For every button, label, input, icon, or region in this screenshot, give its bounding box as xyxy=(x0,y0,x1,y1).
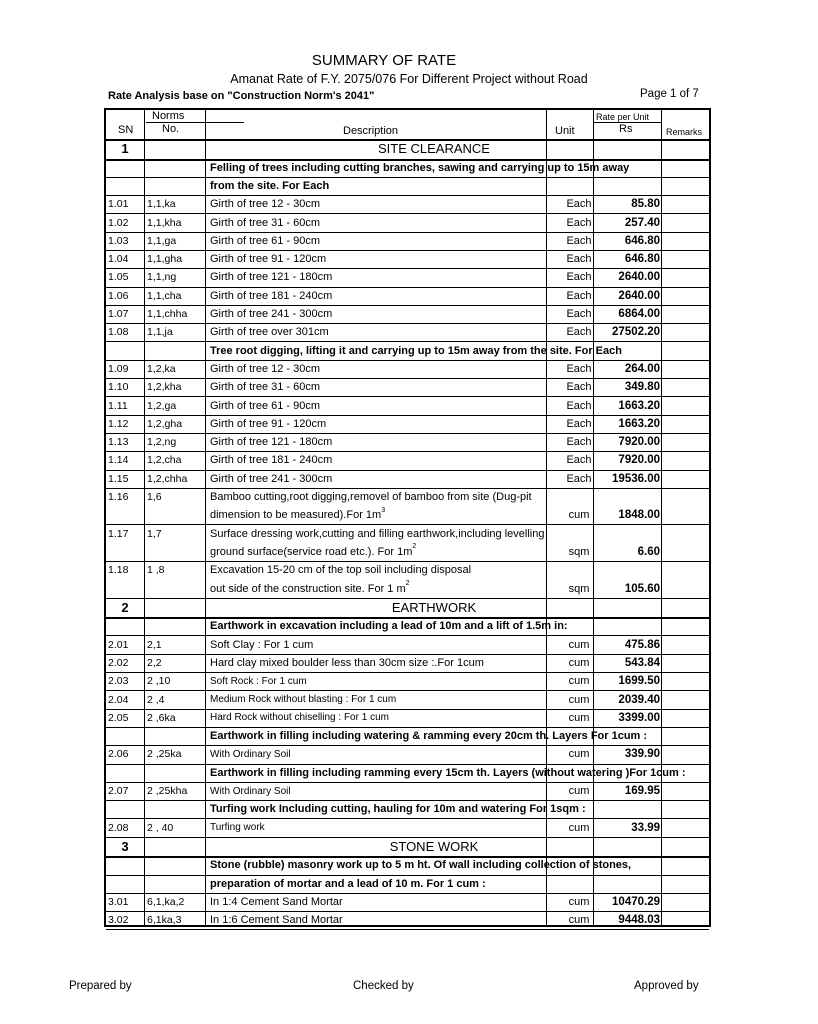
item-unit: Each xyxy=(566,253,592,266)
divider xyxy=(205,110,206,925)
item-sn: 1.11 xyxy=(108,399,128,412)
item-unit: cum xyxy=(568,914,590,927)
item-description-text: Girth of tree 61 - 90cm xyxy=(210,234,321,247)
item-unit: Each xyxy=(566,234,592,247)
item-sn: 2.01 xyxy=(108,638,129,651)
group-description: Turfing work Including cutting, hauling for 10m and watering For 1sqm : xyxy=(210,803,586,816)
item-description xyxy=(210,360,546,378)
group-heading-row xyxy=(106,856,709,875)
item-rate: 257.40 xyxy=(624,216,660,229)
item-rate: 19536.00 xyxy=(612,472,660,485)
item-rate: 27502.20 xyxy=(612,326,660,339)
unit-exponent: 3 xyxy=(381,506,386,514)
table-row xyxy=(106,250,709,269)
item-sn: 1.15 xyxy=(108,472,129,485)
table-row xyxy=(106,433,709,452)
item-norms-no xyxy=(147,579,205,597)
item-description-text: Excavation 15-20 cm of the top soil including disposal xyxy=(210,564,472,577)
item-rate: 2640.00 xyxy=(618,289,660,302)
item-rate xyxy=(612,525,660,543)
item-unit: cum xyxy=(568,656,590,669)
item-norms-no: 6,1,ka,2 xyxy=(147,896,185,909)
item-description xyxy=(210,415,546,433)
item-norms-no: 1,1,ja xyxy=(147,326,173,339)
item-description-text: Girth of tree 181 - 240cm xyxy=(210,454,333,467)
table-row xyxy=(106,195,709,214)
item-norms-no: 2,1 xyxy=(147,638,162,651)
item-sn: 2.08 xyxy=(108,821,129,834)
item-rate: 169.95 xyxy=(624,785,660,798)
item-sn: 1.03 xyxy=(108,234,129,247)
item-norms-no: 2 , 40 xyxy=(147,821,174,834)
item-rate: 6.60 xyxy=(637,545,660,558)
section-title: SITE CLEARANCE xyxy=(378,141,490,157)
divider xyxy=(144,110,145,925)
item-rate: 10470.29 xyxy=(612,896,660,909)
group-description: from the site. For Each xyxy=(210,179,330,192)
item-description-text: Girth of tree 121 - 180cm xyxy=(210,436,333,449)
item-description-text: Girth of tree 91 - 120cm xyxy=(210,253,327,266)
table-row xyxy=(106,451,709,470)
table-row xyxy=(106,488,709,506)
item-norms-no: 1,6 xyxy=(147,491,162,504)
item-description xyxy=(210,782,546,800)
item-description xyxy=(210,488,546,506)
item-description xyxy=(210,250,546,268)
item-description-text: Girth of tree 91 - 120cm xyxy=(210,417,327,430)
group-description: Earthwork in filling including watering & ramming every 20cm th. Layers For 1cum : xyxy=(210,730,648,743)
item-norms-no: 1,2,ng xyxy=(147,436,177,449)
col-header-description: Description xyxy=(343,125,399,137)
item-unit: cum xyxy=(568,693,590,706)
item-description-text: Girth of tree 12 - 30cm xyxy=(210,362,321,375)
item-norms-no: 1,2,ga xyxy=(147,399,177,412)
section-number: 2 xyxy=(121,599,129,615)
item-rate: 6864.00 xyxy=(618,308,660,321)
item-description xyxy=(210,709,546,727)
item-description xyxy=(210,433,546,451)
item-description-text: Girth of tree 12 - 30cm xyxy=(210,198,321,211)
table-row xyxy=(106,525,709,543)
item-norms-no: 1,2,ka xyxy=(147,362,176,375)
item-norms-no: 2,2 xyxy=(147,656,162,669)
item-description-text: Hard Rock without chiselling : For 1 cum xyxy=(210,712,389,724)
item-sn: 1.18 xyxy=(108,564,129,577)
item-sn xyxy=(108,543,146,561)
item-norms-no: 1,1,ng xyxy=(147,271,177,284)
item-description-text: Girth of tree over 301cm xyxy=(210,326,329,339)
item-rate: 3399.00 xyxy=(618,711,660,724)
table-row xyxy=(106,745,709,764)
item-description-text: Soft Clay : For 1 cum xyxy=(210,638,314,651)
group-heading-row xyxy=(106,159,709,178)
item-unit: Each xyxy=(566,308,592,321)
checked-by-label: Checked by xyxy=(353,980,414,992)
table-row xyxy=(106,360,709,379)
unit-exponent: 2 xyxy=(412,543,417,551)
table-row xyxy=(106,893,709,912)
item-description xyxy=(210,506,546,524)
table-row xyxy=(106,213,709,232)
item-unit: cum xyxy=(568,821,590,834)
table-row xyxy=(106,579,709,598)
item-sn: 2.04 xyxy=(108,693,129,706)
table-row xyxy=(106,561,709,579)
item-rate: 7920.00 xyxy=(618,436,660,449)
item-description xyxy=(210,543,546,561)
item-description xyxy=(210,287,546,305)
item-description xyxy=(210,654,546,672)
item-unit: Each xyxy=(566,326,592,339)
table-row xyxy=(106,268,709,287)
group-heading-row xyxy=(106,800,709,819)
page-subtitle: Amanat Rate of F.Y. 2075/076 For Different Project without Road xyxy=(230,72,588,86)
item-rate: 1699.50 xyxy=(618,675,660,688)
item-norms-no: 2 ,10 xyxy=(147,675,171,688)
item-unit: Each xyxy=(566,454,592,467)
table-row xyxy=(106,287,709,306)
item-rate: 2640.00 xyxy=(618,271,660,284)
group-heading-row xyxy=(106,875,709,894)
table-row xyxy=(106,654,709,673)
divider xyxy=(661,110,662,925)
item-description xyxy=(210,396,546,414)
table-row xyxy=(106,506,709,525)
item-rate: 9448.03 xyxy=(618,914,660,927)
approved-by-label: Approved by xyxy=(634,980,699,992)
col-header-rate-per-unit: Rate per Unit xyxy=(596,112,650,122)
item-sn: 1.16 xyxy=(108,491,129,504)
item-description-text: Surface dressing work,cutting and filling earthwork,including levelling xyxy=(210,527,545,540)
item-description-text: ground surface(service road etc.). For 1m xyxy=(210,545,413,558)
table-row xyxy=(106,305,709,324)
item-unit: cum xyxy=(568,748,590,761)
table-row xyxy=(106,396,709,415)
item-norms-no: 2 ,4 xyxy=(147,693,165,706)
section-title: EARTHWORK xyxy=(391,599,477,615)
table-row xyxy=(106,415,709,434)
item-description xyxy=(210,819,546,837)
table-row xyxy=(106,782,709,801)
item-description xyxy=(210,579,546,597)
item-description-text: Girth of tree 241 - 300cm xyxy=(210,472,333,485)
item-norms-no: 1,2,chha xyxy=(147,472,188,485)
item-unit: Each xyxy=(566,216,592,229)
item-unit: Each xyxy=(566,271,592,284)
item-description xyxy=(210,745,546,763)
item-description-text: out side of the construction site. For 1 m xyxy=(210,582,406,595)
group-description: Felling of trees including cutting branches, sawing and carrying up to 15m away xyxy=(210,161,630,174)
divider xyxy=(593,110,594,925)
section-title: STONE WORK xyxy=(389,839,479,855)
item-description-text: In 1:6 Cement Sand Mortar xyxy=(210,914,343,927)
page-number: Page 1 of 7 xyxy=(640,88,699,100)
item-sn: 1.02 xyxy=(108,216,129,229)
table-row xyxy=(106,232,709,251)
table-row xyxy=(106,709,709,728)
item-rate: 349.80 xyxy=(624,381,660,394)
table-row xyxy=(106,636,709,655)
item-description xyxy=(210,451,546,469)
item-norms-no: 6,1ka,3 xyxy=(147,914,182,927)
item-unit xyxy=(546,561,612,579)
item-sn: 3.02 xyxy=(108,914,129,927)
item-description-text: Medium Rock without blasting : For 1 cum xyxy=(210,694,397,706)
item-sn: 2.03 xyxy=(108,675,129,688)
item-sn: 1.10 xyxy=(108,381,129,394)
item-norms-no: 1,7 xyxy=(147,527,162,540)
group-description: Stone (rubble) masonry work up to 5 m ht. Of wall including collection of stones, xyxy=(210,859,632,872)
item-rate: 85.80 xyxy=(631,198,660,211)
item-unit: sqm xyxy=(568,582,590,595)
item-sn: 2.06 xyxy=(108,748,129,761)
section-number: 3 xyxy=(121,839,129,855)
table-row xyxy=(106,323,709,342)
item-description xyxy=(210,636,546,654)
item-rate: 1663.20 xyxy=(618,417,660,430)
col-header-remarks: Remarks xyxy=(666,127,703,137)
item-norms-no xyxy=(147,506,205,524)
item-sn xyxy=(108,506,146,524)
group-description: preparation of mortar and a lead of 10 m. For 1 cum : xyxy=(210,877,486,890)
item-description xyxy=(210,323,546,341)
item-sn: 3.01 xyxy=(108,896,129,909)
col-header-rs: Rs xyxy=(619,123,633,135)
col-header-unit: Unit xyxy=(555,125,575,137)
table-row xyxy=(106,543,709,562)
item-description-text: With Ordinary Soil xyxy=(210,785,291,797)
item-unit: Each xyxy=(566,362,592,375)
item-norms-no: 1,1,kha xyxy=(147,216,182,229)
item-sn: 1.08 xyxy=(108,326,129,339)
section-header xyxy=(106,598,709,620)
item-sn: 1.04 xyxy=(108,253,129,266)
group-heading-row xyxy=(106,764,709,783)
item-description xyxy=(210,525,546,543)
item-sn: 1.14 xyxy=(108,454,129,467)
item-unit: cum xyxy=(568,675,590,688)
col-header-no: No. xyxy=(162,123,180,135)
prepared-by-label: Prepared by xyxy=(69,980,132,992)
item-sn: 1.12 xyxy=(108,417,129,430)
item-unit xyxy=(546,488,612,506)
item-description-text: With Ordinary Soil xyxy=(210,748,291,760)
item-description xyxy=(210,561,546,579)
item-description xyxy=(210,268,546,286)
item-description-text: In 1:4 Cement Sand Mortar xyxy=(210,896,343,909)
item-unit: Each xyxy=(566,472,592,485)
item-sn: 1.17 xyxy=(108,527,129,540)
item-rate: 264.00 xyxy=(624,362,660,375)
group-description: Earthwork in filling including ramming every 15cm th. Layers (without watering )For 1cum : xyxy=(210,766,686,779)
item-sn: 2.05 xyxy=(108,711,129,724)
item-sn: 1.13 xyxy=(108,436,129,449)
item-description-text: Girth of tree 61 - 90cm xyxy=(210,399,321,412)
item-unit: cum xyxy=(568,509,590,522)
item-norms-no: 1,1,chha xyxy=(147,308,188,321)
item-rate: 33.99 xyxy=(631,821,660,834)
section-header xyxy=(106,139,709,161)
item-description-text: Girth of tree 31 - 60cm xyxy=(210,381,321,394)
divider xyxy=(546,110,547,925)
table-row xyxy=(106,378,709,397)
item-sn: 1.05 xyxy=(108,271,129,284)
item-rate: 1663.20 xyxy=(618,399,660,412)
item-description-text: Girth of tree 241 - 300cm xyxy=(210,308,333,321)
item-unit: cum xyxy=(568,711,590,724)
col-header-sn: SN xyxy=(118,124,134,136)
table-row xyxy=(106,911,709,930)
item-norms-no: 1,2,gha xyxy=(147,417,183,430)
item-description-text: Girth of tree 181 - 240cm xyxy=(210,289,333,302)
group-description: Earthwork in excavation including a lead of 10m and a lift of 1.5m in: xyxy=(210,620,568,633)
item-unit: Each xyxy=(566,289,592,302)
item-rate: 339.90 xyxy=(624,748,660,761)
col-header-norms: Norms xyxy=(152,110,185,122)
section-number: 1 xyxy=(121,141,129,157)
item-description-text: dimension to be measured).For 1m xyxy=(210,509,382,522)
item-description xyxy=(210,305,546,323)
item-unit: Each xyxy=(566,399,592,412)
section-header xyxy=(106,837,709,859)
item-sn: 1.06 xyxy=(108,289,129,302)
item-description-text: Hard clay mixed boulder less than 30cm size :.For 1cum xyxy=(210,656,484,669)
item-sn: 1.09 xyxy=(108,362,129,375)
unit-exponent: 2 xyxy=(405,580,410,588)
table-row xyxy=(106,690,709,709)
rate-analysis-basis: Rate Analysis base on "Construction Norm's 2041" xyxy=(108,90,375,102)
item-description xyxy=(210,232,546,250)
item-unit: Each xyxy=(566,198,592,211)
item-description-text: Turfing work xyxy=(210,822,265,834)
group-heading-row xyxy=(106,617,709,636)
item-sn: 1.01 xyxy=(108,198,129,211)
item-description xyxy=(210,195,546,213)
item-unit: cum xyxy=(568,638,590,651)
item-rate: 105.60 xyxy=(624,582,660,595)
item-unit: sqm xyxy=(568,545,590,558)
item-description xyxy=(210,213,546,231)
item-norms-no: 2 ,6ka xyxy=(147,711,176,724)
table-row xyxy=(106,470,709,489)
item-rate xyxy=(612,488,660,506)
item-norms-no: 1,2,cha xyxy=(147,454,182,467)
item-description xyxy=(210,893,546,911)
table-row xyxy=(106,672,709,691)
item-rate: 475.86 xyxy=(624,638,660,651)
item-unit xyxy=(546,525,612,543)
item-sn: 2.02 xyxy=(108,656,129,669)
item-unit: cum xyxy=(568,896,590,909)
group-heading-row xyxy=(106,177,709,196)
item-description xyxy=(210,470,546,488)
item-sn xyxy=(108,579,146,597)
item-unit: Each xyxy=(566,436,592,449)
page-title: SUMMARY OF RATE xyxy=(311,52,457,69)
item-norms-no: 1,1,ka xyxy=(147,198,176,211)
item-rate: 1848.00 xyxy=(618,509,660,522)
item-unit: cum xyxy=(568,785,590,798)
item-rate: 2039.40 xyxy=(618,693,660,706)
item-sn: 1.07 xyxy=(108,308,129,321)
group-description: Tree root digging, lifting it and carrying up to 15m away from the site. For Each xyxy=(210,344,622,357)
item-description xyxy=(210,672,546,690)
item-norms-no: 1,1,ga xyxy=(147,234,177,247)
item-sn: 2.07 xyxy=(108,785,129,798)
item-description xyxy=(210,690,546,708)
item-description-text: Soft Rock : For 1 cum xyxy=(210,675,307,687)
item-description xyxy=(210,378,546,396)
item-description-text: Bamboo cutting,root digging,removel of bamboo from site (Dug-pit xyxy=(210,491,532,504)
item-rate xyxy=(612,561,660,579)
item-norms-no: 1,2,kha xyxy=(147,381,182,394)
item-norms-no: 1,1,gha xyxy=(147,253,183,266)
rate-table xyxy=(104,108,711,927)
item-rate: 646.80 xyxy=(624,234,660,247)
item-description-text: Girth of tree 121 - 180cm xyxy=(210,271,333,284)
item-norms-no xyxy=(147,543,205,561)
group-heading-row xyxy=(106,342,709,361)
item-description xyxy=(210,911,546,929)
item-norms-no: 1 ,8 xyxy=(147,564,165,577)
item-unit: Each xyxy=(566,417,592,430)
item-unit: Each xyxy=(566,381,592,394)
group-heading-row xyxy=(106,727,709,746)
table-row xyxy=(106,819,709,838)
item-rate: 646.80 xyxy=(624,253,660,266)
item-rate: 7920.00 xyxy=(618,454,660,467)
item-norms-no: 1,1,cha xyxy=(147,289,182,302)
item-norms-no: 2 ,25ka xyxy=(147,748,182,761)
item-description-text: Girth of tree 31 - 60cm xyxy=(210,216,321,229)
item-norms-no: 2 ,25kha xyxy=(147,785,188,798)
item-rate: 543.84 xyxy=(624,656,660,669)
